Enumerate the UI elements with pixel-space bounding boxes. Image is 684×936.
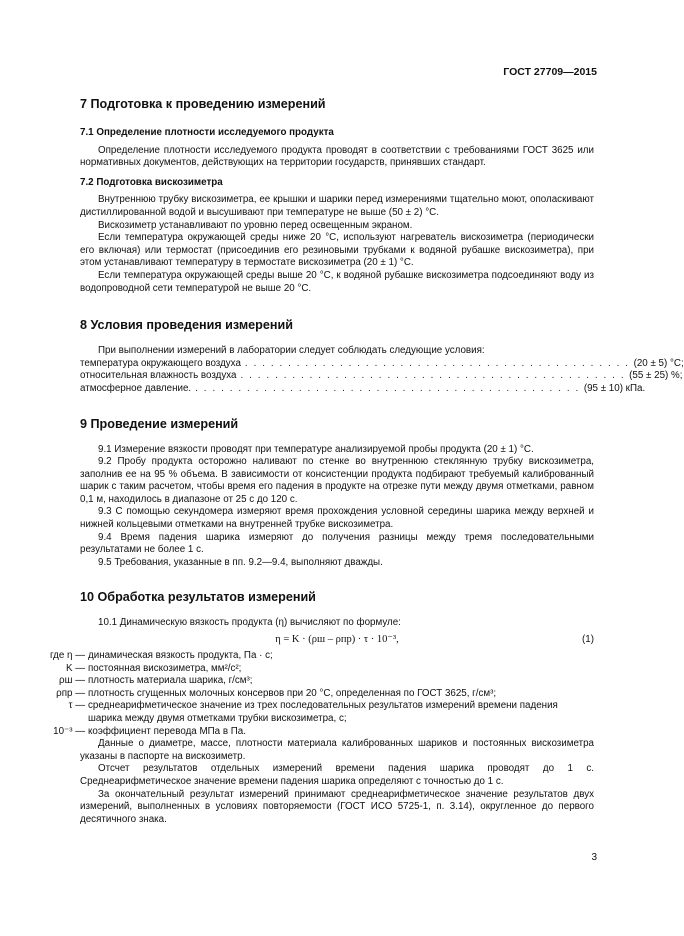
section-7-2-paragraph-1: Внутреннюю трубку вискозиметра, ее крышки и шарики перед измерениями тщательно моют, ополаскивают дистиллированной водой и высушивают при температуре не выше (50 ± 2) °С. (80, 194, 594, 218)
section-9-2-paragraph: 9.2 Пробу продукта осторожно наливают по стенке во внутреннюю стеклянную трубку вискозиметра, заполнив ее на 95 % объема. В зависимости от консистенции продукта подбирают требуемый калиброванный шарик с таким расчетом, чтобы время его падения в продукте на отрезке пути между двумя отметками, равном 0,1 м, находилось в диапазоне от 25 с до 120 с. (80, 456, 594, 505)
leader-dots: . . . . . . . . . . . . . . . . . . . . . . . . . . . . . . . . . . . . . . . . . . . . . (240, 370, 626, 382)
condition-value: (55 ± 25) %; (629, 370, 683, 382)
leader-dots: . . . . . . . . . . . . . . . . . . . . . . . . . . . . . . . . . . . . . . . . . . . . . (244, 357, 630, 369)
legend-text: коэффициент перевода МПа в Па. (88, 725, 246, 737)
leader-dots: . . . . . . . . . . . . . . . . . . . . . . . . . . . . . . . . . . . . . . . . . . . . . (195, 382, 580, 394)
formula-row (80, 634, 594, 648)
section-9-5-paragraph: 9.5 Требования, указанные в пп. 9.2—9.4, выполняют дважды. (98, 556, 383, 568)
condition-row (80, 357, 684, 371)
legend-symbol: K — (65, 662, 85, 674)
condition-row (80, 370, 683, 383)
legend-row (56, 687, 594, 701)
section-10-title: 10 Обработка результатов измерений (80, 590, 316, 605)
section-7-2-paragraph-2: Вискозиметр устанавливают по уровню перед освещенным экраном. (98, 219, 413, 231)
condition-label: относительная влажность воздуха (80, 370, 237, 382)
condition-label: температура окружающего воздуха (80, 357, 241, 369)
standard-header: ГОСТ 27709—2015 (503, 66, 597, 78)
section-7-2-paragraph-4: Если температура окружающей среды выше 20 °С, к водяной рубашке вискозиметра подсоединяют воду из водопроводной сети температурой не выше 20 °С. (80, 269, 594, 294)
legend-row (50, 650, 594, 663)
section-10-paragraph-2: Данные о диаметре, массе, плотности материала калиброванных шариков и постоянных вискозиметра указаны в паспорте на вискозиметр. (80, 738, 594, 762)
page-number: 3 (591, 852, 597, 863)
section-7-2-title: 7.2 Подготовка вискозиметра (80, 176, 223, 188)
section-9-1-paragraph: 9.1 Измерение вязкости проводят при температуре анализируемой пробы продукта (20 ± 1) °С. (98, 443, 534, 455)
section-8-title: 8 Условия проведения измерений (80, 318, 293, 333)
condition-label: атмосферное давление. (80, 382, 192, 394)
legend-row (68, 700, 594, 725)
section-10-paragraph-3: Отсчет результатов отдельных измерений времени падения шарика проводят до 1 с. Среднеарифметическое значение времени падения шарика определяют с точностью до 1 с. (80, 763, 594, 787)
legend-symbol: 10⁻³ — (53, 725, 85, 737)
section-7-1-paragraph: Определение плотности исследуемого продукта проводят в соответствии с требованиями ГОСТ 3625 или нормативных документов, действующих на территории государств, принявших стандарт. (80, 144, 594, 169)
legend-text: динамическая вязкость продукта, Па · с; (88, 650, 273, 662)
legend-symbol: ρш — (59, 675, 85, 687)
formula-legend (50, 650, 594, 738)
condition-row (80, 382, 646, 396)
section-10-1-paragraph: 10.1 Динамическую вязкость продукта (η) вычисляют по формуле: (98, 617, 401, 629)
legend-text: плотность материала шарика, г/см³; (88, 675, 253, 687)
condition-value: (95 ± 10) кПа. (583, 382, 646, 394)
legend-text: постоянная вискозиметра, мм²/с²; (88, 662, 242, 674)
legend-row (59, 675, 594, 688)
section-9-title: 9 Проведение измерений (80, 416, 239, 431)
legend-text: среднеарифметическое значение из трех последовательных результатов измерений времени падения шарика между двумя отметками трубки вискозиметра, с; (88, 700, 558, 724)
section-7-2-paragraph-3: Если температура окружающей среды ниже 20 °С, используют нагреватель вискозиметра (периодически его включая) или термостат (присоединив его резиновыми трубками к водяной рубашке вискозиметра), при этом устанавливают температуру в термостате вискозиметра (20 ± 1) °С. (80, 232, 594, 269)
section-8-intro: При выполнении измерений в лаборатории следует соблюдать следующие условия: (98, 345, 485, 357)
document-body (50, 96, 684, 826)
legend-row (65, 662, 594, 676)
formula-number: (1) (582, 634, 594, 646)
section-9-3-paragraph: 9.3 С помощью секундомера измеряют время прохождения условной середины шарика между верхней и нижней кольцевыми отметками на внутренней трубке вискозиметра. (80, 506, 594, 531)
legend-text: плотность сгущенных молочных консервов при 20 °С, определенная по ГОСТ 3625, г/см³; (88, 687, 497, 699)
section-9-4-paragraph: 9.4 Время падения шарика измеряют до получения разницы между тремя последовательными результатами не более 1 с. (80, 531, 594, 556)
condition-value: (20 ± 5) °С; (633, 357, 684, 369)
section-10-paragraph-4: За окончательный результат измерений принимают среднеарифметическое значение результатов двух измерений, выполненных в условиях повторяемости (ГОСТ ИСО 5725-1, п. 3.14), округленное до первого десятичного знака. (80, 788, 594, 825)
section-7-1-title: 7.1 Определение плотности исследуемого продукта (80, 127, 334, 138)
legend-symbol: где η — (50, 650, 85, 662)
legend-symbol: ρпр — (56, 687, 85, 699)
legend-row (53, 725, 594, 739)
section-7-title: 7 Подготовка к проведению измерений (80, 97, 326, 111)
viscosity-formula: η = K · (ρш – ρпр) · τ · 10⁻³, (275, 634, 399, 646)
legend-symbol: τ — (68, 700, 85, 712)
